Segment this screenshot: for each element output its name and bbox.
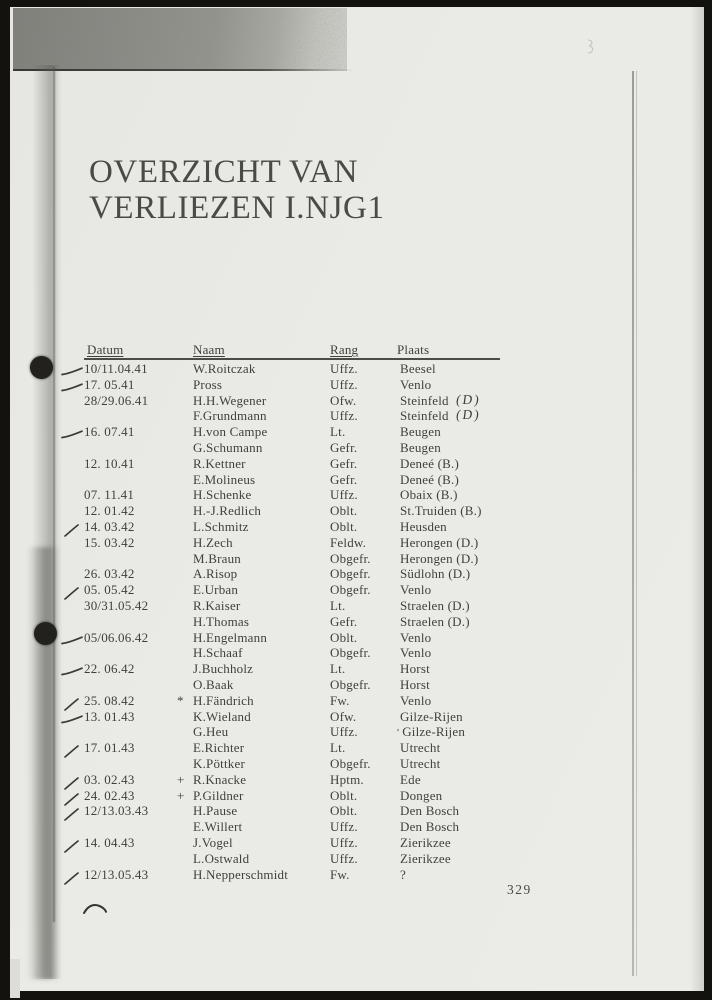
row-datum: 14. 03.42 <box>84 518 135 534</box>
table-row <box>84 472 500 488</box>
row-plaats: Beugen <box>400 424 441 440</box>
table-row <box>84 440 500 456</box>
row-rang: Uffz. <box>330 850 358 866</box>
row-naam: H.H.Wegener <box>193 392 267 408</box>
row-naam: W.Roitczak <box>193 361 256 376</box>
punch-hole <box>30 356 53 379</box>
row-rang: Oblt. <box>330 629 358 645</box>
row-rang: Oblt. <box>330 518 358 534</box>
pen-checkmark-icon <box>64 777 79 794</box>
row-rang: Uffz. <box>330 408 358 424</box>
table-row <box>84 835 500 851</box>
row-plaats: Beesel <box>400 361 436 376</box>
row-plaats: Deneé (B.) <box>400 455 460 471</box>
row-datum: 26. 03.42 <box>84 566 135 582</box>
page-title-line1: OVERZICHT VAN <box>89 154 359 190</box>
pen-checkmark-icon <box>61 380 83 396</box>
row-fate-symbol: + <box>177 771 185 787</box>
row-plaats: Gilze-Rijen <box>402 724 466 740</box>
row-plaats: Utrecht <box>400 740 441 756</box>
row-naam: P.Gildner <box>193 787 244 803</box>
table-row <box>84 677 500 693</box>
table-row <box>84 582 500 598</box>
row-rang: Obgefr. <box>330 676 371 692</box>
page-corner <box>10 959 20 998</box>
row-handwritten-note: (D) <box>454 391 482 407</box>
table-row <box>84 772 500 788</box>
row-naam: E.Richter <box>193 740 245 756</box>
row-datum: 10/11.04.41 <box>84 361 148 376</box>
table-header <box>84 342 500 357</box>
pen-checkmark-icon <box>64 745 79 762</box>
pen-checkmark-icon <box>61 712 83 728</box>
table-row <box>84 803 500 819</box>
table-row <box>84 566 500 582</box>
row-datum: 24. 02.43 <box>84 787 135 803</box>
table-row <box>84 630 500 646</box>
row-datum: 12. 01.42 <box>84 503 135 519</box>
row-datum: 22. 06.42 <box>84 661 135 677</box>
row-rang: Lt. <box>330 661 346 677</box>
row-rang: Oblt. <box>330 503 358 519</box>
page-crease-line <box>53 67 55 922</box>
row-naam: H.Thomas <box>193 613 250 629</box>
row-plaats: Herongen (D.) <box>400 550 479 566</box>
row-plaats: Herongen (D.) <box>400 534 479 550</box>
table-row <box>84 519 500 535</box>
page-number: 329 <box>507 882 532 897</box>
row-plaats: Den Bosch <box>400 819 460 835</box>
row-naam: H.Fändrich <box>193 692 254 708</box>
row-rang: Obgefr. <box>330 582 371 598</box>
row-naam: H.-J.Redlich <box>193 503 262 519</box>
row-naam: L.Ostwald <box>193 850 250 866</box>
row-naam: H.Pause <box>193 803 238 819</box>
page-edge-line <box>632 71 634 976</box>
row-fate-symbol <box>170 867 193 885</box>
row-rang: Uffz. <box>330 834 358 850</box>
row-rang: Uffz. <box>330 376 358 392</box>
row-plaats: Straelen (D.) <box>400 613 470 629</box>
row-datum: 16. 07.41 <box>84 424 135 440</box>
row-rang: Ofw. <box>330 708 357 724</box>
header-plaats: Plaats <box>397 342 430 357</box>
page-title <box>89 154 385 226</box>
row-rang: Obgefr. <box>330 755 371 771</box>
row-naam: O.Baak <box>193 676 234 692</box>
table-row <box>84 709 500 725</box>
row-plaats: Südlohn (D.) <box>400 566 471 582</box>
table-row <box>84 661 500 677</box>
scan-artifact-band <box>13 8 347 71</box>
row-naam: F.Grundmann <box>193 408 267 424</box>
row-rang: Lt. <box>330 424 346 440</box>
row-datum: 05. 05.42 <box>84 582 135 598</box>
row-rang: Obgefr. <box>330 566 371 582</box>
row-rang: Hptm. <box>330 771 364 787</box>
table-rows <box>84 361 500 882</box>
row-plaats: Venlo <box>400 582 432 598</box>
header-rule <box>84 358 500 360</box>
row-naam: K.Pöttker <box>193 755 245 771</box>
pen-checkmark-icon <box>64 524 79 541</box>
row-rang: Gefr. <box>330 613 358 629</box>
row-naam: J.Vogel <box>193 834 233 850</box>
row-plaats: Zierikzee <box>400 850 451 866</box>
table-row <box>84 503 500 519</box>
table-row <box>84 740 500 756</box>
row-rang: Obgefr. <box>330 645 371 661</box>
table-row <box>84 487 500 503</box>
row-rang: Oblt. <box>330 787 358 803</box>
row-naam: K.Wieland <box>193 708 251 724</box>
page-title-line2: VERLIEZEN I.NJG1 <box>89 190 385 226</box>
table-row <box>84 361 500 377</box>
row-datum: 25. 08.42 <box>84 692 135 708</box>
row-naam: H.Nepperschmidt <box>193 866 289 882</box>
table-row <box>84 393 500 409</box>
row-datum: 12/13.03.43 <box>84 803 149 819</box>
table-row <box>84 408 500 424</box>
row-rang: Gefr. <box>330 471 358 487</box>
row-datum: 07. 11.41 <box>84 487 135 503</box>
row-plaats: Horst <box>400 661 430 677</box>
row-rang: Gefr. <box>330 455 358 471</box>
row-rang: Gefr. <box>330 439 358 455</box>
row-naam: R.Kettner <box>193 455 246 471</box>
pen-checkmark-icon <box>61 633 83 649</box>
handwritten-arc-icon <box>82 901 110 922</box>
row-naam: G.Schumann <box>193 439 263 455</box>
row-naam: L.Schmitz <box>193 518 249 534</box>
header-naam: Naam <box>193 342 225 357</box>
row-rang: Fw. <box>330 866 350 882</box>
table-row <box>84 377 500 393</box>
row-rang: Ofw. <box>330 392 357 408</box>
row-naam: H.Schaaf <box>193 645 243 661</box>
row-rang: Uffz. <box>330 487 358 503</box>
pen-checkmark-icon <box>64 840 79 857</box>
row-plaats: Deneé (B.) <box>400 471 460 487</box>
row-rang: Uffz. <box>330 724 358 740</box>
losses-table <box>84 342 500 882</box>
row-plaats: Venlo <box>400 376 432 392</box>
row-datum: 28/29.06.41 <box>84 392 149 408</box>
row-plaats: Gilze-Rijen <box>400 708 463 724</box>
row-naam: H.von Campe <box>193 424 268 440</box>
row-rang: Oblt. <box>330 803 358 819</box>
row-datum: 17. 05.41 <box>84 376 135 392</box>
row-plaats: ? <box>400 866 406 882</box>
row-datum: 17. 01.43 <box>84 740 135 756</box>
row-datum: 03. 02.43 <box>84 771 135 787</box>
row-stray-tick: ' <box>397 727 400 740</box>
row-plaats: Beugen <box>400 439 441 455</box>
scan-band-edge <box>13 69 355 71</box>
pencil-smudge-icon <box>584 37 598 62</box>
table-row <box>84 693 500 709</box>
row-plaats: Utrecht <box>400 755 441 771</box>
row-datum: 14. 04.43 <box>84 834 135 850</box>
row-naam: A.Risop <box>193 566 238 582</box>
row-plaats: Horst <box>400 676 430 692</box>
table-row <box>84 456 500 472</box>
row-plaats: Obaix (B.) <box>400 487 458 503</box>
row-rang: Fw. <box>330 692 350 708</box>
row-fate-symbol: * <box>177 692 184 708</box>
pen-checkmark-icon <box>64 793 79 810</box>
row-naam: R.Knacke <box>193 771 247 787</box>
pen-checkmark-icon <box>64 872 79 889</box>
row-naam: M.Braun <box>193 550 241 566</box>
row-naam: H.Schenke <box>193 487 252 503</box>
table-row <box>84 819 500 835</box>
row-datum: 13. 01.43 <box>84 708 135 724</box>
table-row <box>84 551 500 567</box>
row-naam: H.Zech <box>193 534 233 550</box>
pen-checkmark-icon <box>64 587 79 604</box>
row-naam: R.Kaiser <box>193 597 241 613</box>
pen-checkmark-icon <box>61 427 83 443</box>
row-naam: Pross <box>193 376 223 392</box>
row-naam: E.Molineus <box>193 471 256 487</box>
table-row <box>84 645 500 661</box>
document-page <box>10 7 704 991</box>
row-naam: J.Buchholz <box>193 661 254 677</box>
row-plaats: Straelen (D.) <box>400 597 470 613</box>
table-row <box>84 614 500 630</box>
row-naam: H.Engelmann <box>193 629 268 645</box>
row-plaats: Dongen <box>400 787 443 803</box>
table-row <box>84 598 500 614</box>
page-edge-line <box>636 71 637 976</box>
table-row <box>84 535 500 551</box>
row-naam: E.Willert <box>193 819 243 835</box>
row-fate-symbol: + <box>177 787 185 803</box>
row-datum: 12/13.05.43 <box>84 866 149 882</box>
table-row <box>84 756 500 772</box>
row-plaats: Zierikzee <box>400 834 451 850</box>
row-naam: E.Urban <box>193 582 239 598</box>
row-rang: Lt. <box>330 597 346 613</box>
table-row <box>84 851 500 867</box>
row-datum: 12. 10.41 <box>84 455 135 471</box>
table-row <box>84 788 500 804</box>
table-row <box>84 724 500 740</box>
row-plaats: Ede <box>400 771 421 787</box>
row-plaats: Steinfeld <box>400 392 449 408</box>
row-handwritten-note: (D) <box>454 407 482 423</box>
row-datum: 30/31.05.42 <box>84 597 149 613</box>
row-rang: Uffz. <box>330 819 358 835</box>
pen-checkmark-icon <box>61 364 83 380</box>
header-rang: Rang <box>330 342 359 357</box>
row-plaats: Steinfeld <box>400 408 449 424</box>
header-datum: Datum <box>87 342 124 357</box>
table-row <box>84 867 500 883</box>
row-plaats: Den Bosch <box>400 803 460 819</box>
row-rang: Obgefr. <box>330 550 371 566</box>
row-datum: 15. 03.42 <box>84 534 135 550</box>
row-plaats: Venlo <box>400 645 432 661</box>
row-plaats: Heusden <box>400 518 447 534</box>
row-naam: G.Heu <box>193 724 229 740</box>
row-plaats: Venlo <box>400 629 432 645</box>
page-fold-shadow-lower <box>27 547 63 979</box>
row-plaats: Venlo <box>400 692 432 708</box>
row-plaats: St.Truiden (B.) <box>400 503 482 519</box>
row-rang: Feldw. <box>330 534 367 550</box>
table-row <box>84 424 500 440</box>
pen-checkmark-icon <box>64 808 79 825</box>
pen-checkmark-icon <box>61 664 83 680</box>
row-rang: Uffz. <box>330 361 358 376</box>
row-datum: 05/06.06.42 <box>84 629 149 645</box>
scan-noise-icon <box>13 8 347 71</box>
row-rang: Lt. <box>330 740 346 756</box>
punch-hole <box>34 622 57 645</box>
